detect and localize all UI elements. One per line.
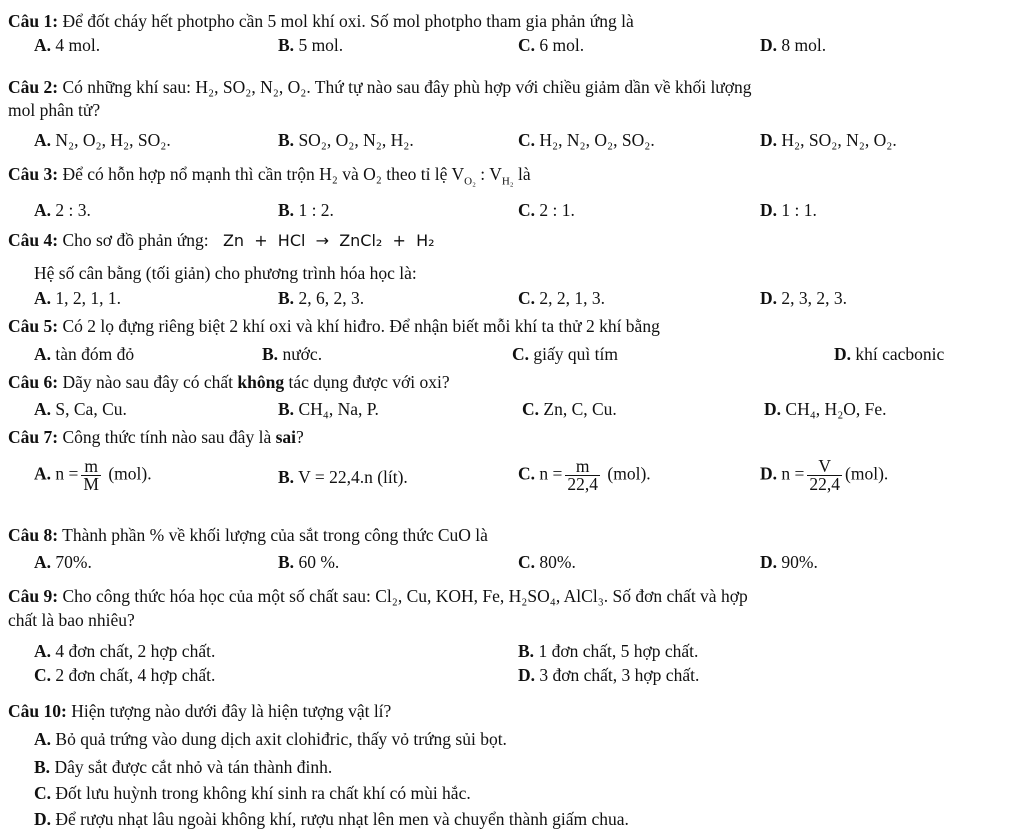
q4-option-b: B. 2, 6, 2, 3. <box>278 288 365 308</box>
q8-option-b: B. 60 %. <box>278 552 340 572</box>
q10-option-a: A. Bỏ quả trứng vào dung dịch axit clohiđric, thấy vỏ trứng sủi bọt. <box>34 729 507 749</box>
q3-option-c: C. 2 : 1. <box>518 200 575 220</box>
q2-option-d: D. H₂, SO₂, N₂, O₂. <box>760 130 897 150</box>
q7-option-b: B. V = 22,4.n (lít). <box>278 467 408 487</box>
question-text: Hiện tượng nào dưới đây là hiện tượng vật lí? <box>66 701 392 721</box>
question-label: Câu 10: <box>8 701 67 721</box>
question-7: Câu 7: Công thức tính nào sau đây là sai? <box>8 427 304 447</box>
q8-option-a: A. 70%. <box>34 552 92 572</box>
question-label: Câu 4: <box>8 230 59 250</box>
q9-option-a: A. 4 đơn chất, 2 hợp chất. <box>34 641 216 661</box>
question-label: Câu 2: <box>8 77 59 97</box>
question-text: Để có hỗn hợp nổ mạnh thì cần trộn H₂ và O₂ theo tỉ lệ V <box>58 164 465 184</box>
question-label: Câu 7: <box>8 427 59 447</box>
q6-option-a: A. S, Ca, Cu. <box>34 399 127 419</box>
question-4 <box>8 229 1020 252</box>
question-label: Câu 8: <box>8 525 59 545</box>
question-text: Thành phần % về khối lượng của sắt trong công thức CuO là <box>58 525 488 545</box>
q10-option-d: D. Để rượu nhạt lâu ngoài không khí, rượu nhạt lên men và chuyển thành giấm chua. <box>34 809 629 829</box>
question-10 <box>8 700 1020 722</box>
q3-option-b: B. 1 : 2. <box>278 200 334 220</box>
q1-option-c: C. 6 mol. <box>518 35 585 55</box>
q10-option-c: C. Đốt lưu huỳnh trong không khí sinh ra chất khí có mùi hắc. <box>34 783 471 803</box>
q8-option-c: C. 80%. <box>518 552 576 572</box>
question-6: Câu 6: Dãy nào sau đây có chất không tác dụng được với oxi? <box>8 372 450 392</box>
question-2-continuation: mol phân tử? <box>8 100 101 120</box>
question-5 <box>8 315 1020 337</box>
q2-option-b: B. SO₂, O₂, N₂, H₂. <box>278 130 414 150</box>
question-8 <box>8 524 1020 546</box>
question-2 <box>8 76 1020 98</box>
q3-option-a: A. 2 : 3. <box>34 200 91 220</box>
question-label: Câu 5: <box>8 316 59 336</box>
q9-option-d: D. 3 đơn chất, 3 hợp chất. <box>518 665 700 685</box>
question-text: Để đốt cháy hết photpho cần 5 mol khí oxi. Số mol photpho tham gia phản ứng là <box>58 11 634 31</box>
fraction: $\frac{V}{22,4}$ <box>809 456 841 494</box>
question-text: Cho sơ đồ phản ứng: <box>58 230 209 250</box>
question-1 <box>8 10 1020 32</box>
q7-option-c: C. n = $\frac{m}{22,4}$ (mol). <box>518 456 651 494</box>
q5-option-a: A. tàn đóm đỏ <box>34 344 135 364</box>
question-label: Câu 1: <box>8 11 59 31</box>
reaction-equation: Zn + HCl → ZnCl₂ + H₂ <box>222 231 435 250</box>
fraction: $\frac{m}{M}$ <box>83 456 99 494</box>
question-9-continuation: chất là bao nhiêu? <box>8 610 135 630</box>
q2-option-a: A. N₂, O₂, H₂, SO₂. <box>34 130 171 150</box>
q5-option-d: D. khí cacbonic <box>834 344 945 364</box>
q9-option-b: B. 1 đơn chất, 5 hợp chất. <box>518 641 699 661</box>
question-9 <box>8 585 1020 607</box>
question-text: Có 2 lọ đựng riêng biệt 2 khí oxi và khí hiđro. Để nhận biết mỗi khí ta thử 2 khí bằng <box>58 316 660 336</box>
q9-option-c: C. 2 đơn chất, 4 hợp chất. <box>34 665 216 685</box>
q4-option-c: C. 2, 2, 1, 3. <box>518 288 606 308</box>
question-text: Cho công thức hóa học của một số chất sau: Cl₂, Cu, KOH, Fe, H₂SO₄, AlCl₃. Số đơn chất và hợp <box>58 586 748 606</box>
q8-option-d: D. 90%. <box>760 552 818 572</box>
question-label: Câu 3: <box>8 164 59 184</box>
q6-option-c: C. Zn, C, Cu. <box>522 399 617 419</box>
q6-option-b: B. CH₄, Na, P. <box>278 399 379 419</box>
q6-option-d: D. CH₄, H₂O, Fe. <box>764 399 887 419</box>
q7-option-a: A. n = $\frac{m}{M}$ (mol). <box>34 456 152 494</box>
q4-option-d: D. 2, 3, 2, 3. <box>760 288 848 308</box>
q7-option-d: D. n = $\frac{V}{22,4}$ (mol). <box>760 456 889 494</box>
fraction: $\frac{m}{22,4}$ <box>567 456 599 494</box>
q3-option-d: D. 1 : 1. <box>760 200 817 220</box>
q2-option-c: C. H₂, N₂, O₂, SO₂. <box>518 130 655 150</box>
question-label: Câu 6: <box>8 372 59 392</box>
q5-option-c: C. giấy quì tím <box>512 344 618 364</box>
question-label: Câu 9: <box>8 586 59 606</box>
q5-option-b: B. nước. <box>262 344 323 364</box>
q1-option-d: D. 8 mol. <box>760 35 827 55</box>
q1-option-a: A. 4 mol. <box>34 35 101 55</box>
question-text: Có những khí sau: H₂, SO₂, N₂, O₂. Thứ tự nào sau đây phù hợp với chiều giảm dần về khối lượng <box>58 77 752 97</box>
q1-option-b: B. 5 mol. <box>278 35 344 55</box>
q4-option-a: A. 1, 2, 1, 1. <box>34 288 122 308</box>
q10-option-b: B. Dây sắt được cắt nhỏ và tán thành đinh. <box>34 757 333 777</box>
question-4-prompt: Hệ số cân bằng (tối giản) cho phương trình hóa học là: <box>34 263 417 283</box>
question-3: Câu 3: Để có hỗn hợp nổ mạnh thì cần trộn H₂ và O₂ theo tỉ lệ $V_{O_2}$ : $V_{H_2}$ là <box>8 164 531 188</box>
